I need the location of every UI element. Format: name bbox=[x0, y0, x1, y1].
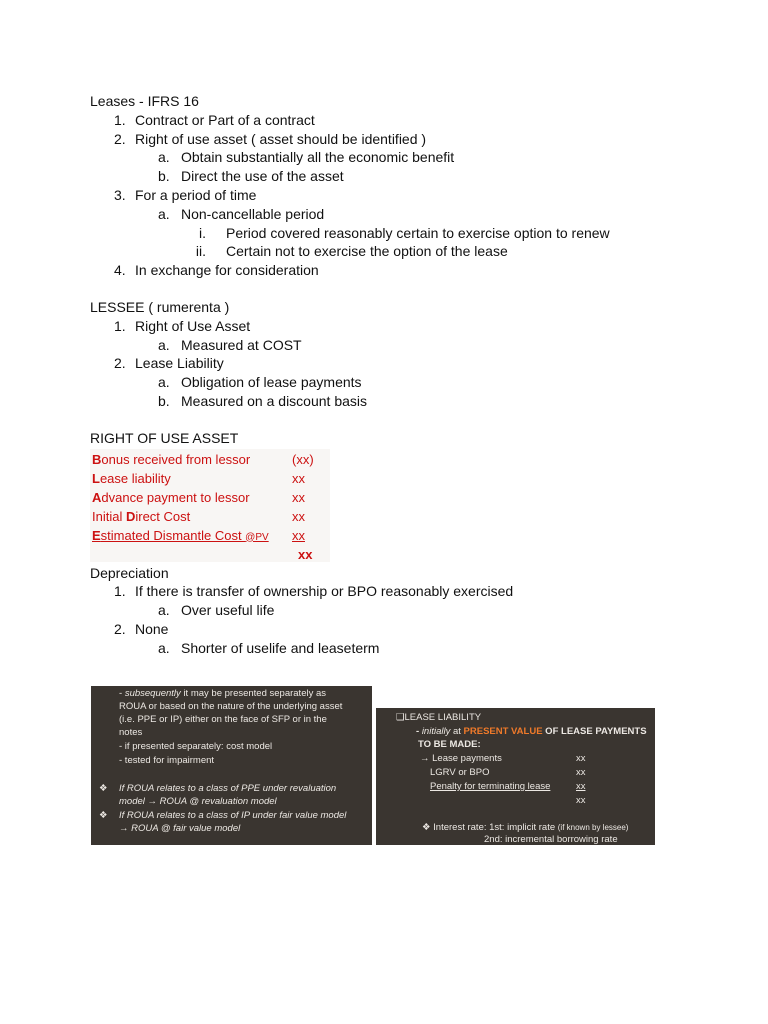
list-item: 3. For a period of time bbox=[114, 186, 257, 203]
list-item: 2. Lease Liability bbox=[114, 355, 224, 372]
list-item: a. Obligation of lease payments bbox=[158, 374, 362, 391]
list-item: a. Obtain substantially all the economic benefit bbox=[158, 149, 455, 166]
lessee-heading: LESSEE ( rumerenta ) bbox=[90, 298, 230, 315]
slide-heading: ❑LEASE LIABILITY bbox=[396, 712, 482, 723]
table-row: Estimated Dismantle Cost @PV xx bbox=[92, 527, 305, 543]
list-item: a. Shorter of uselife and leaseterm bbox=[158, 639, 380, 656]
list-item: a. Over useful life bbox=[158, 602, 275, 619]
list-item: 2. None bbox=[114, 620, 169, 637]
list-item: 1. Contract or Part of a contract bbox=[114, 111, 315, 128]
list-item: b. Direct the use of the asset bbox=[158, 168, 344, 185]
table-row: Advance payment to lessor xx bbox=[92, 489, 305, 505]
list-item: ii. Certain not to exercise the option of the lease bbox=[195, 243, 508, 260]
table-total-row: xx bbox=[298, 546, 313, 562]
table-row: Bonus received from lessor (xx) bbox=[92, 451, 314, 467]
list-item: 1. Right of Use Asset bbox=[114, 317, 251, 334]
list-item: a. Non-cancellable period bbox=[158, 205, 325, 222]
list-item: 2. Right of use asset ( asset should be identified ) bbox=[114, 130, 427, 147]
depreciation-heading: Depreciation bbox=[90, 564, 169, 581]
list-item: 4. In exchange for consideration bbox=[114, 262, 319, 279]
lease-liability-slide-image: ❑LEASE LIABILITY - initially at PRESENT VALUE OF LEASE PAYMENTS TO BE MADE: → Lease payments xx LGRV or BPO xx Penalty for terminating lease xx xx ❖ Interest rate: 1st: implicit rate (if known by lessee) 2nd: incremental borrowing rate bbox=[376, 708, 655, 845]
list-item: i. Period covered reasonably certain to exercise option to renew bbox=[199, 224, 610, 241]
list-item: 1. If there is transfer of ownership or BPO reasonably exercised bbox=[114, 583, 514, 600]
doc-title: Leases - IFRS 16 bbox=[90, 93, 199, 109]
list-item: b. Measured on a discount basis bbox=[158, 392, 367, 409]
diamond-bullet-icon: ❖ bbox=[99, 783, 108, 794]
document-body bbox=[90, 92, 730, 658]
roua-heading: RIGHT OF USE ASSET bbox=[90, 429, 239, 446]
list-item: a. Measured at COST bbox=[158, 336, 302, 353]
diamond-bullet-icon: ❖ bbox=[99, 810, 108, 821]
table-row: Lease liability xx bbox=[92, 470, 305, 486]
table-row: Initial Direct Cost xx bbox=[92, 508, 305, 524]
roua-table-image bbox=[90, 449, 330, 562]
roua-subsequent-slide-image: - subsequently it may be presented separately as ROUA or based on the nature of the underlying asset (i.e. PPE or IP) either on the face of SFP or in the notes - if presented separately: cost model - tested for impairment ❖ If ROUA relates to a class of PPE under revaluation model → ROUA @ revaluation model ❖ If ROUA relates to a class of IP under fair value model → ROUA @ fair value model bbox=[91, 686, 372, 845]
